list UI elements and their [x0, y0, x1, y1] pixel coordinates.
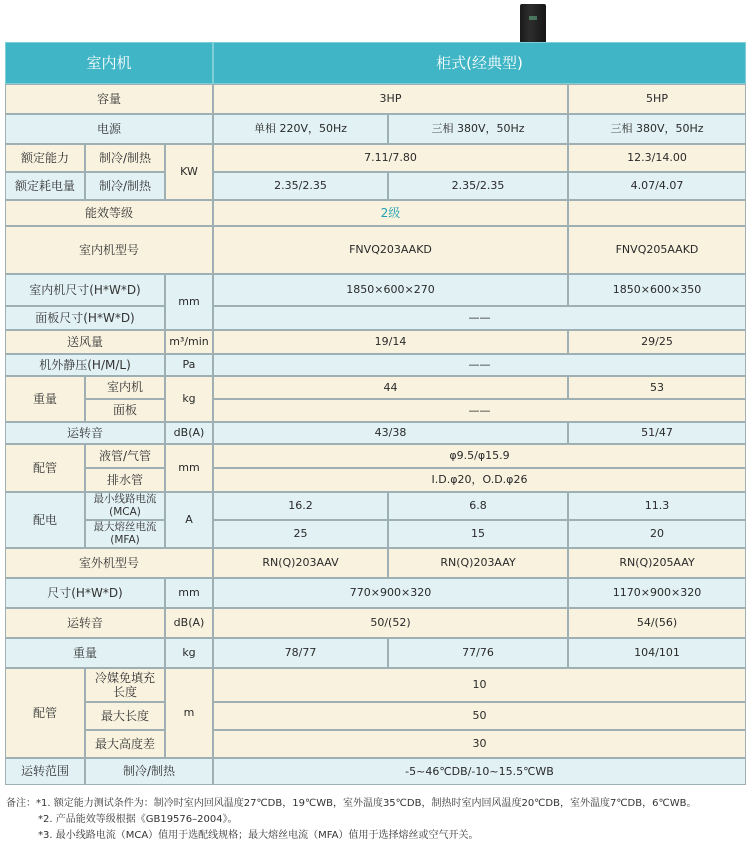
footnote-2: *2. 产品能效等级根据《GB19576–2004》。 [38, 814, 238, 825]
outdoor-weight-unit: kg [165, 638, 213, 668]
pipe-spec-max-length-value: 50 [213, 702, 746, 730]
power-value-3: 三相 380V，50Hz [568, 114, 746, 144]
weight-indoor-3hp: 44 [213, 376, 568, 399]
piping-sub-liquid-gas: 液管/气管 [85, 444, 165, 468]
rated-power-sub: 制冷/制热 [85, 172, 165, 200]
weight-sub-panel: 面板 [85, 399, 165, 422]
mfa-value-2: 15 [388, 520, 568, 548]
pipe-spec-sub-max-height: 最大高度差 [85, 730, 165, 758]
wiring-sub-mfa: 最大熔丝电流 (MFA) [85, 520, 165, 548]
pipe-spec-sub-max-length: 最大长度 [85, 702, 165, 730]
rated-capacity-3hp: 7.11/7.80 [213, 144, 568, 172]
range-value: -5~46℃DB/-10~15.5℃WB [213, 758, 746, 785]
efficiency-label: 能效等级 [5, 200, 213, 226]
rated-power-label: 额定耗电量 [5, 172, 85, 200]
rated-capacity-5hp: 12.3/14.00 [568, 144, 746, 172]
indoor-model-3hp: FNVQ203AAKD [213, 226, 568, 274]
header-indoor-unit: 室内机 [5, 42, 213, 84]
mca-value-2: 6.8 [388, 492, 568, 520]
piping-unit: mm [165, 444, 213, 492]
noise-5hp: 51/47 [568, 422, 746, 444]
mca-value-3: 11.3 [568, 492, 746, 520]
outdoor-size-3hp: 770×900×320 [213, 578, 568, 608]
pipe-spec-sub-charge-free: 冷媒免填充 长度 [85, 668, 165, 702]
header-cabinet-type: 柜式(经典型) [213, 42, 746, 84]
weight-label: 重量 [5, 376, 85, 422]
airflow-label: 送风量 [5, 330, 165, 354]
static-pressure-unit: Pa [165, 354, 213, 376]
pipe-spec-label: 配管 [5, 668, 85, 758]
airflow-3hp: 19/14 [213, 330, 568, 354]
pipe-spec-unit: m [165, 668, 213, 758]
outdoor-weight-2: 77/76 [388, 638, 568, 668]
rated-capacity-sub: 制冷/制热 [85, 144, 165, 172]
footnote-3: *3. 最小线路电流（MCA）值用于选配线规格；最大熔丝电流（MFA）值用于选择熔丝或空气开关。 [38, 830, 479, 841]
mfa-value-3: 20 [568, 520, 746, 548]
outdoor-size-unit: mm [165, 578, 213, 608]
outdoor-model-label: 室外机型号 [5, 548, 213, 578]
indoor-size-3hp: 1850×600×270 [213, 274, 568, 306]
piping-liquid-gas-value: φ9.5/φ15.9 [213, 444, 746, 468]
mca-value-1: 16.2 [213, 492, 388, 520]
weight-unit: kg [165, 376, 213, 422]
outdoor-size-5hp: 1170×900×320 [568, 578, 746, 608]
indoor-size-label: 室内机尺寸(H*W*D) [5, 274, 165, 306]
power-value-1: 单相 220V，50Hz [213, 114, 388, 144]
panel-size-value: —— [213, 306, 746, 330]
indoor-model-label: 室内机型号 [5, 226, 213, 274]
footnotes [6, 796, 746, 844]
outdoor-noise-5hp: 54/(56) [568, 608, 746, 638]
airflow-unit: m³/min [165, 330, 213, 354]
outdoor-noise-label: 运转音 [5, 608, 165, 638]
outdoor-size-label: 尺寸(H*W*D) [5, 578, 165, 608]
capacity-5hp: 5HP [568, 84, 746, 114]
range-sub: 制冷/制热 [85, 758, 213, 785]
wiring-sub-mca: 最小线路电流 (MCA) [85, 492, 165, 520]
outdoor-model-3: RN(Q)205AAY [568, 548, 746, 578]
static-pressure-value: —— [213, 354, 746, 376]
pipe-spec-charge-free-value: 10 [213, 668, 746, 702]
rated-power-1: 2.35/2.35 [213, 172, 388, 200]
size-unit: mm [165, 274, 213, 330]
mfa-value-1: 25 [213, 520, 388, 548]
weight-panel-value: —— [213, 399, 746, 422]
rated-capacity-label: 额定能力 [5, 144, 85, 172]
noise-unit: dB(A) [165, 422, 213, 444]
outdoor-weight-1: 78/77 [213, 638, 388, 668]
efficiency-value: 2级 [213, 200, 568, 226]
outdoor-noise-3hp: 50/(52) [213, 608, 568, 638]
kw-unit: KW [165, 144, 213, 200]
noise-label: 运转音 [5, 422, 165, 444]
footnote-1: 备注：*1. 额定能力测试条件为：制冷时室内回风温度27℃DB，19℃WB，室外温度35℃DB，制热时室内回风温度20℃DB，室外温度7℃DB，6℃WB。 [6, 798, 697, 809]
static-pressure-label: 机外静压(H/M/L) [5, 354, 165, 376]
indoor-size-5hp: 1850×600×350 [568, 274, 746, 306]
outdoor-model-2: RN(Q)203AAY [388, 548, 568, 578]
efficiency-empty [568, 200, 746, 226]
weight-indoor-5hp: 53 [568, 376, 746, 399]
weight-sub-indoor: 室内机 [85, 376, 165, 399]
capacity-label: 容量 [5, 84, 213, 114]
outdoor-weight-3: 104/101 [568, 638, 746, 668]
outdoor-model-1: RN(Q)203AAV [213, 548, 388, 578]
piping-sub-drain: 排水管 [85, 468, 165, 492]
spec-table [5, 42, 746, 785]
noise-3hp: 43/38 [213, 422, 568, 444]
rated-power-2: 2.35/2.35 [388, 172, 568, 200]
wiring-unit: A [165, 492, 213, 548]
range-label: 运转范围 [5, 758, 85, 785]
outdoor-noise-unit: dB(A) [165, 608, 213, 638]
pipe-spec-max-height-value: 30 [213, 730, 746, 758]
indoor-model-5hp: FNVQ205AAKD [568, 226, 746, 274]
rated-power-3: 4.07/4.07 [568, 172, 746, 200]
power-value-2: 三相 380V，50Hz [388, 114, 568, 144]
capacity-3hp: 3HP [213, 84, 568, 114]
airflow-5hp: 29/25 [568, 330, 746, 354]
power-label: 电源 [5, 114, 213, 144]
piping-label: 配管 [5, 444, 85, 492]
wiring-label: 配电 [5, 492, 85, 548]
outdoor-weight-label: 重量 [5, 638, 165, 668]
panel-size-label: 面板尺寸(H*W*D) [5, 306, 165, 330]
piping-drain-value: I.D.φ20，O.D.φ26 [213, 468, 746, 492]
